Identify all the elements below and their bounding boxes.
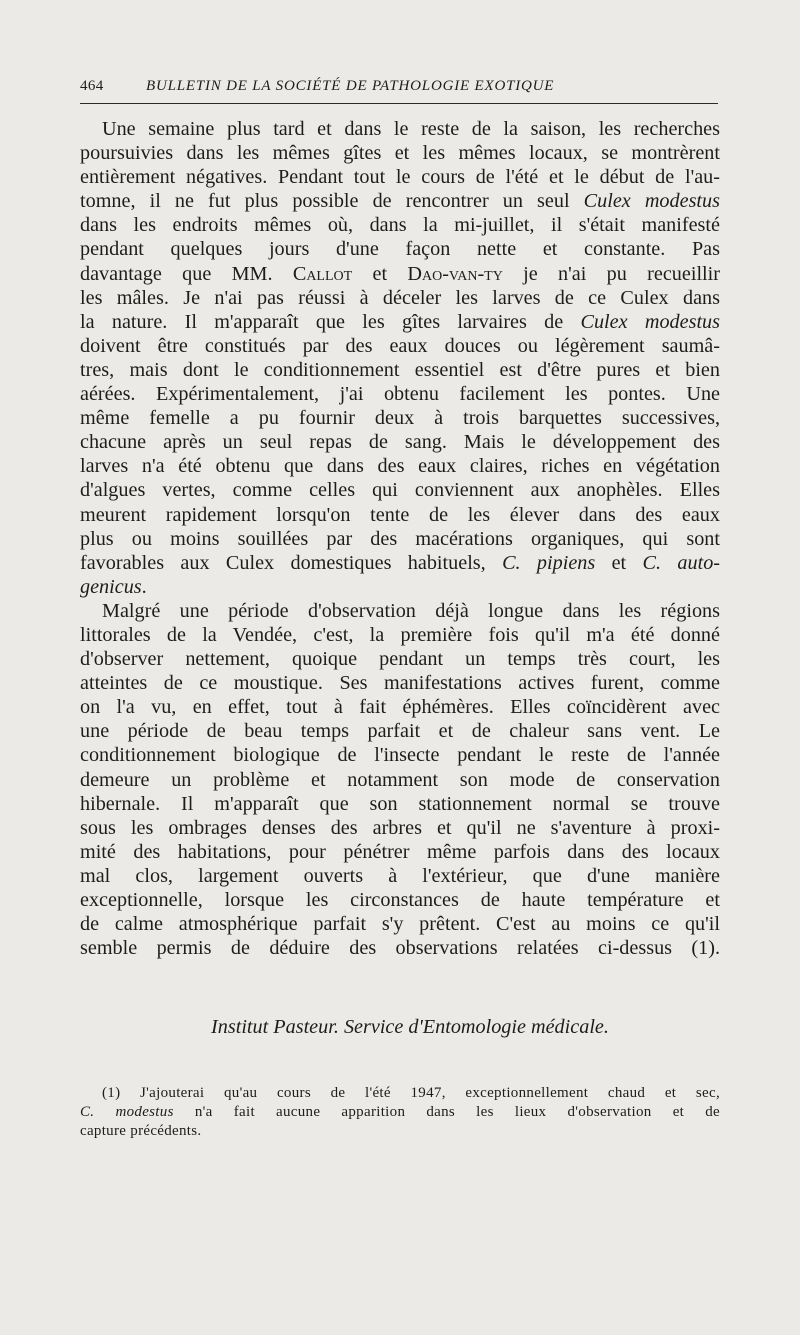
text-line: aérées. Expérimentalement, j'ai obtenu facilement les pontes. Une	[80, 383, 720, 406]
footnote-line: capture précédents.	[80, 1123, 202, 1139]
text-line: poursuivies dans les mêmes gîtes et les mêmes locaux, se montrèrent	[80, 142, 720, 165]
text-line: atteintes de ce moustique. Ses manifestations actives furent, comme	[80, 672, 720, 695]
text-line: hibernale. Il m'apparaît que son stationnement normal se trouve	[80, 792, 720, 815]
header-rule	[80, 103, 718, 104]
text-line: Malgré une période d'observation déjà longue dans les régions	[102, 599, 720, 622]
text-line: même femelle a pu fournir deux à trois barquettes successives,	[80, 407, 720, 430]
text-line: larves n'a été obtenu que dans des eaux claires, riches en végétation	[80, 455, 720, 478]
text-line: tres, mais dont le conditionnement essentiel est d'être pures et bien	[80, 358, 720, 381]
running-header	[80, 78, 720, 102]
text-line: favorables aux Culex domestiques habituels, C. pipiens et C. auto-	[80, 551, 721, 574]
text-line: plus ou moins souillées par des macérations organiques, qui sont	[80, 527, 720, 550]
text-line: doivent être constitués par des eaux douces ou légèrement saumâ-	[80, 334, 720, 357]
text-line: sous les ombrages denses des arbres et qu'il ne s'aventure à proxi-	[80, 816, 720, 839]
text-line: une période de beau temps parfait et de chaleur sans vent. Le	[80, 720, 720, 743]
text-line: Une semaine plus tard et dans le reste de la saison, les recherches	[102, 118, 720, 140]
text-line: davantage que MM. Callot et Dao-van-ty je n'ai pu recueillir	[80, 262, 720, 285]
text-line: semble permis de déduire des observations relatées ci-dessus (1).	[80, 937, 720, 960]
text-line: demeure un problème et notamment son mode de conservation	[80, 768, 720, 791]
text-line: chacune après un seul repas de sang. Mais le développement des	[80, 431, 720, 454]
text-line: de calme atmosphérique parfait s'y prêtent. C'est au moins ce qu'il	[80, 913, 720, 936]
running-title: BULLETIN DE LA SOCIÉTÉ DE PATHOLOGIE EXOTIQUE	[146, 78, 555, 94]
text-line: entièrement négatives. Pendant tout le cours de l'été et le début de l'au-	[80, 166, 720, 189]
text-line: on l'a vu, en effet, tout à fait éphémères. Elles coïncidèrent avec	[80, 696, 720, 719]
body-text	[80, 117, 720, 960]
text-line: d'algues vertes, comme celles qui conviennent aux anophèles. Elles	[80, 479, 720, 502]
text-line: genicus.	[80, 575, 147, 598]
text-line: pendant quelques jours d'une façon nette et constante. Pas	[80, 238, 720, 261]
text-line: tomne, il ne fut plus possible de rencontrer un seul Culex modestus	[80, 190, 720, 213]
footnote	[80, 1084, 720, 1141]
text-line: meurent rapidement lorsqu'on tente de les élever dans des eaux	[80, 503, 720, 526]
footnote-line: C. modestus n'a fait aucune apparition dans les lieux d'observation et de	[80, 1104, 720, 1120]
text-line: dans les endroits mêmes où, dans la mi-juillet, il s'était manifesté	[80, 214, 720, 237]
footnote-line: (1) J'ajouterai qu'au cours de l'été 1947, exceptionnellement chaud et sec,	[102, 1085, 720, 1101]
text-line: les mâles. Je n'ai pas réussi à déceler les larves de ce Culex dans	[80, 286, 720, 309]
text-line: mité des habitations, pour pénétrer même parfois dans des locaux	[80, 840, 720, 863]
text-line: conditionnement biologique de l'insecte pendant le reste de l'année	[80, 744, 720, 767]
text-line: exceptionnelle, lorsque les circonstances de haute température et	[80, 889, 720, 911]
text-line: d'observer nettement, quoique pendant un temps très court, les	[80, 648, 720, 671]
text-line: la nature. Il m'apparaît que les gîtes larvaires de Culex modestus	[80, 310, 721, 333]
affiliation-signature: Institut Pasteur. Service d'Entomologie médicale.	[211, 1016, 609, 1038]
text-line: littorales de la Vendée, c'est, la première fois qu'il m'a été donné	[80, 623, 720, 646]
page-number: 464	[80, 78, 104, 94]
text-line: mal clos, largement ouverts à l'extérieur, que d'une manière	[80, 864, 720, 887]
